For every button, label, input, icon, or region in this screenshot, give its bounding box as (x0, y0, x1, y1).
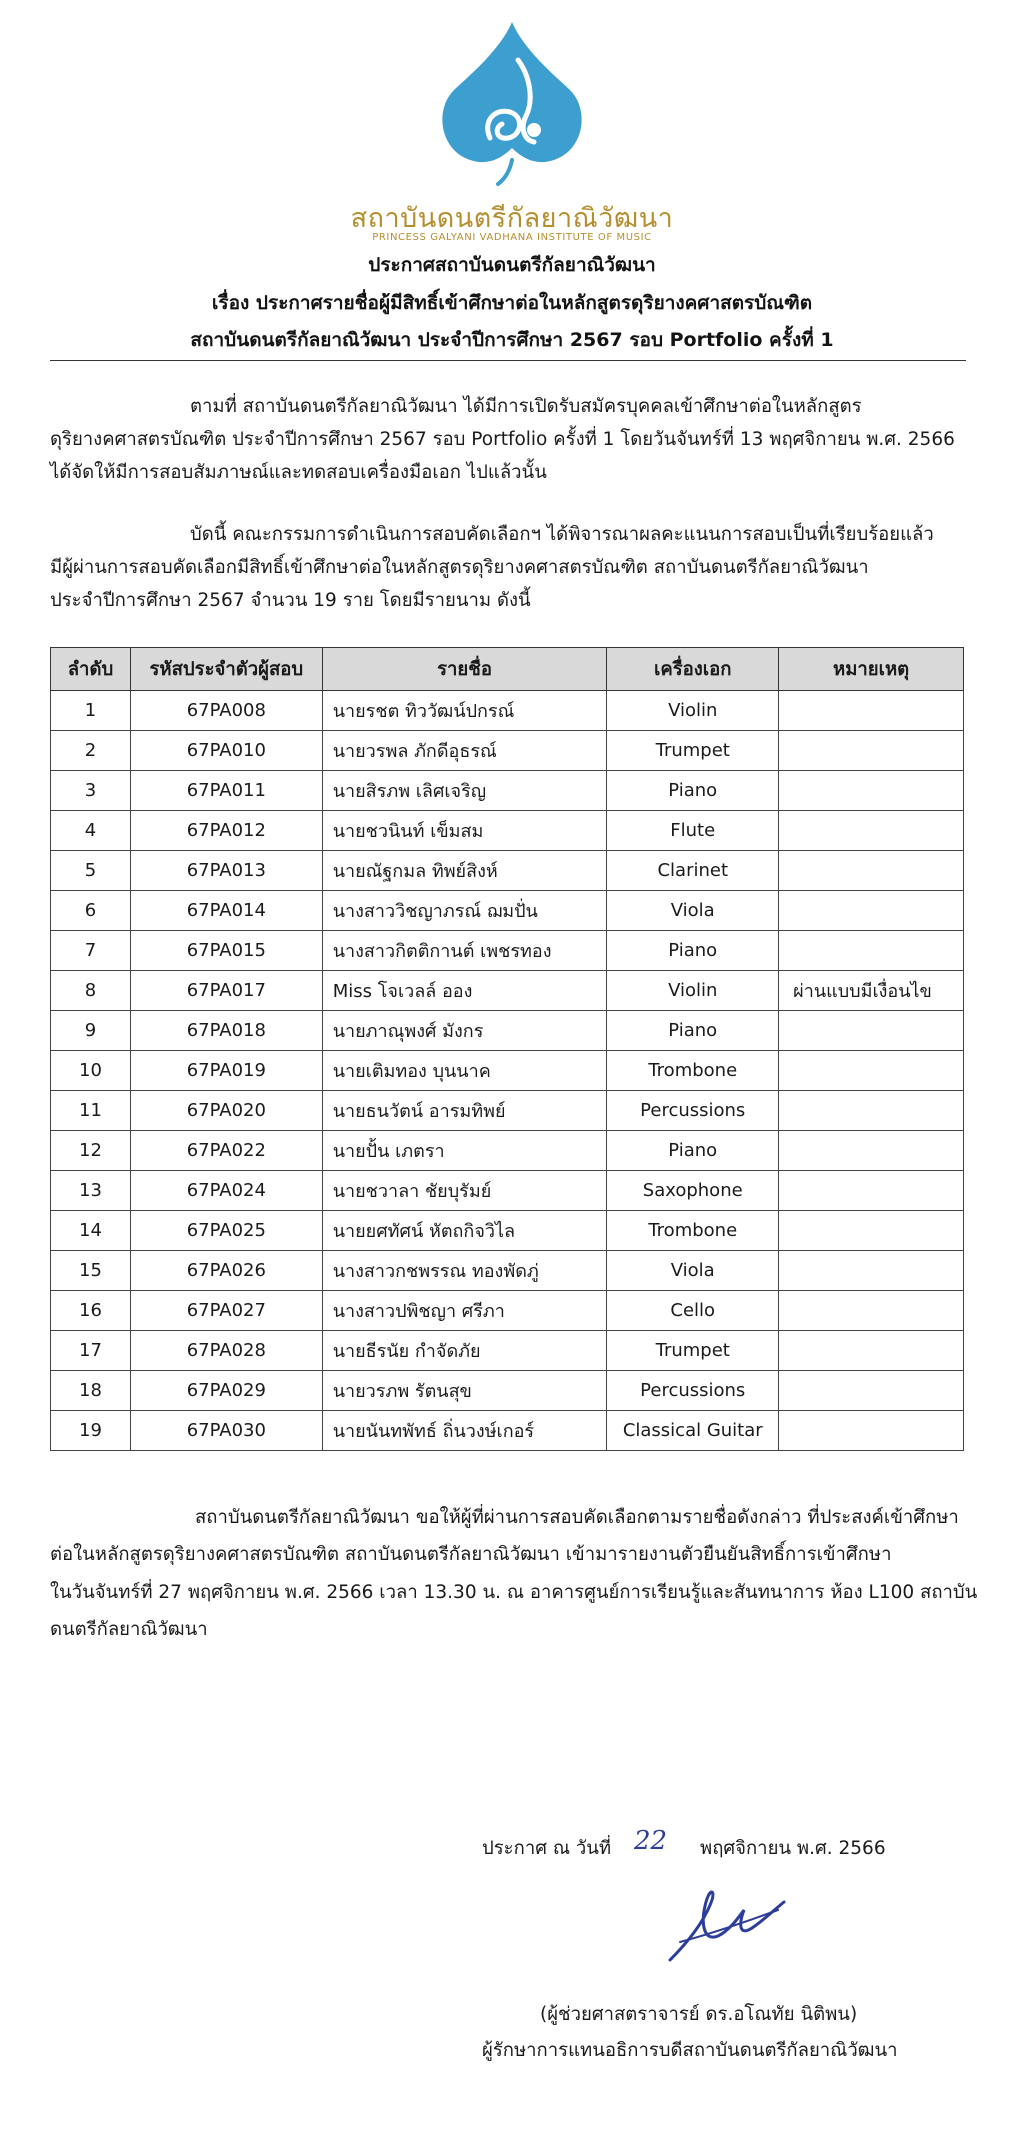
cell-applicant-id: 67PA019 (130, 1051, 322, 1091)
cell-instrument: Piano (607, 1011, 779, 1051)
cell-remark (779, 691, 964, 731)
cell-order: 14 (51, 1211, 131, 1251)
table-row (51, 1131, 964, 1171)
cell-name: นางสาววิชญาภรณ์ ฌมปั่น (322, 891, 607, 931)
cell-name: นายธนวัตน์ อารมทิพย์ (322, 1091, 607, 1131)
music-note-lotus-logo-icon (430, 20, 594, 188)
cell-remark (779, 731, 964, 771)
cell-applicant-id: 67PA028 (130, 1331, 322, 1371)
table-row (51, 691, 964, 731)
cell-applicant-id: 67PA012 (130, 811, 322, 851)
signer-name: (ผู้ช่วยศาสตราจารย์ ดร.อโณทัย นิติพน) (540, 2004, 858, 2025)
cell-remark (779, 771, 964, 811)
cell-order: 7 (51, 931, 131, 971)
institute-name-thai: สถาบันดนตรีกัลยาณิวัฒนา (350, 203, 674, 234)
cell-remark (779, 931, 964, 971)
closing-line-4: ดนตรีกัลยาณิวัฒนา (50, 1619, 208, 1640)
cell-remark (779, 1131, 964, 1171)
intro-paragraph-2 (50, 518, 966, 617)
announcement-subject-line2: สถาบันดนตรีกัลยาณิวัฒนา ประจำปีการศึกษา 2567 รอบ Portfolio ครั้งที่ 1 (190, 329, 834, 351)
cell-remark (779, 851, 964, 891)
cell-instrument: Piano (607, 771, 779, 811)
table-row (51, 851, 964, 891)
cell-name: นายณัฐกมล ทิพย์สิงห์ (322, 851, 607, 891)
table-row (51, 1331, 964, 1371)
closing-line-3: ในวันจันทร์ที่ 27 พฤศจิกายน พ.ศ. 2566 เวลา 13.30 น. ณ อาคารศูนย์การเรียนรู้และสันทนาการ ห้อง L100 สถาบัน (50, 1582, 978, 1603)
cell-order: 17 (51, 1331, 131, 1371)
cell-applicant-id: 67PA022 (130, 1131, 322, 1171)
header-name: รายชื่อ (322, 648, 607, 691)
cell-instrument: Trombone (607, 1211, 779, 1251)
table-row (51, 1171, 964, 1211)
intro-p2-line1: บัดนี้ คณะกรรมการดำเนินการสอบคัดเลือกฯ ได้พิจารณาผลคะแนนการสอบเป็นที่เรียบร้อยแล้ว (190, 524, 934, 545)
table-row (51, 1051, 964, 1091)
cell-applicant-id: 67PA015 (130, 931, 322, 971)
cell-order: 1 (51, 691, 131, 731)
announce-date-prefix: ประกาศ ณ วันที่ (482, 1838, 612, 1859)
table-row (51, 1371, 964, 1411)
cell-name: นางสาวกชพรรณ ทองพัดภู่ (322, 1251, 607, 1291)
cell-remark (779, 811, 964, 851)
cell-name: นายนันทพัทธ์ ถิ่นวงษ์เกอร์ (322, 1411, 607, 1451)
cell-order: 5 (51, 851, 131, 891)
cell-name: นายวรพล ภักดีอุธรณ์ (322, 731, 607, 771)
cell-instrument: Violin (607, 691, 779, 731)
cell-remark (779, 1411, 964, 1451)
cell-applicant-id: 67PA008 (130, 691, 322, 731)
cell-applicant-id: 67PA010 (130, 731, 322, 771)
announce-month-year: พฤศจิกายน พ.ศ. 2566 (700, 1838, 886, 1859)
cell-remark (779, 1211, 964, 1251)
cell-remark: ผ่านแบบมีเงื่อนไข (779, 971, 964, 1011)
table-row (51, 1011, 964, 1051)
header-remark: หมายเหตุ (779, 648, 964, 691)
intro-p1-line2: ดุริยางคศาสตรบัณฑิต ประจำปีการศึกษา 2567 รอบ Portfolio ครั้งที่ 1 โดยวันจันทร์ที่ 13 พฤศจิกายน พ.ศ. 2566 (50, 429, 955, 450)
signer-title: ผู้รักษาการแทนอธิการบดีสถาบันดนตรีกัลยาณิวัฒนา (482, 2040, 898, 2061)
cell-remark (779, 1051, 964, 1091)
cell-name: นายรชต ทิววัฒน์ปกรณ์ (322, 691, 607, 731)
cell-instrument: Piano (607, 931, 779, 971)
cell-order: 9 (51, 1011, 131, 1051)
cell-remark (779, 1371, 964, 1411)
cell-name: นายธีรนัย กำจัดภัย (322, 1331, 607, 1371)
cell-instrument: Flute (607, 811, 779, 851)
cell-order: 2 (51, 731, 131, 771)
cell-order: 18 (51, 1371, 131, 1411)
table-row (51, 811, 964, 851)
cell-applicant-id: 67PA018 (130, 1011, 322, 1051)
intro-p2-line2: มีผู้ผ่านการสอบคัดเลือกมีสิทธิ์เข้าศึกษาต่อในหลักสูตรดุริยางคศาสตรบัณฑิต สถาบันดนตรีกัลยาณิวัฒนา (50, 557, 869, 578)
table-row (51, 771, 964, 811)
cell-instrument: Clarinet (607, 851, 779, 891)
cell-instrument: Percussions (607, 1091, 779, 1131)
cell-order: 6 (51, 891, 131, 931)
cell-name: นายภาณุพงศ์ มังกร (322, 1011, 607, 1051)
cell-instrument: Saxophone (607, 1171, 779, 1211)
cell-remark (779, 1251, 964, 1291)
table-row (51, 1091, 964, 1131)
cell-instrument: Classical Guitar (607, 1411, 779, 1451)
announcement-subject: เรื่อง ประกาศรายชื่อผู้มีสิทธิ์เข้าศึกษาต่อในหลักสูตรดุริยางคศาสตรบัณฑิต (211, 292, 813, 314)
cell-name: นายปั้น เภตรา (322, 1131, 607, 1171)
cell-name: Miss โจเวลล์ ออง (322, 971, 607, 1011)
cell-order: 11 (51, 1091, 131, 1131)
cell-instrument: Trumpet (607, 1331, 779, 1371)
cell-name: นายชวาลา ชัยบุรัมย์ (322, 1171, 607, 1211)
cell-order: 4 (51, 811, 131, 851)
table-row (51, 971, 964, 1011)
signature-icon (660, 1880, 790, 1970)
closing-line-1: สถาบันดนตรีกัลยาณิวัฒนา ขอให้ผู้ที่ผ่านการสอบคัดเลือกตามรายชื่อดังกล่าว ที่ประสงค์เข้าศึกษา (195, 1507, 959, 1528)
table-row (51, 731, 964, 771)
cell-applicant-id: 67PA011 (130, 771, 322, 811)
cell-order: 19 (51, 1411, 131, 1451)
table-row (51, 931, 964, 971)
cell-applicant-id: 67PA027 (130, 1291, 322, 1331)
header-applicant-id: รหัสประจำตัวผู้สอบ (130, 648, 322, 691)
announcement-title: ประกาศสถาบันดนตรีกัลยาณิวัฒนา (368, 254, 656, 276)
cell-order: 3 (51, 771, 131, 811)
cell-order: 12 (51, 1131, 131, 1171)
table-row (51, 1251, 964, 1291)
header-order: ลำดับ (51, 648, 131, 691)
table-row (51, 891, 964, 931)
cell-remark (779, 891, 964, 931)
cell-order: 10 (51, 1051, 131, 1091)
cell-applicant-id: 67PA020 (130, 1091, 322, 1131)
cell-name: นางสาวปพิชญา ศรีภา (322, 1291, 607, 1331)
cell-applicant-id: 67PA017 (130, 971, 322, 1011)
closing-line-2: ต่อในหลักสูตรดุริยางคศาสตรบัณฑิต สถาบันดนตรีกัลยาณิวัฒนา เข้ามารายงานตัวยืนยันสิทธิ์การเข้าศึกษา (50, 1544, 892, 1565)
cell-order: 13 (51, 1171, 131, 1211)
cell-name: นายยศทัศน์ หัตถกิจวิไล (322, 1211, 607, 1251)
institute-name-english: PRINCESS GALYANI VADHANA INSTITUTE OF MUSIC (372, 232, 652, 243)
cell-remark (779, 1331, 964, 1371)
cell-name: นายสิรภพ เลิศเจริญ (322, 771, 607, 811)
cell-name: นายเติมทอง บุนนาค (322, 1051, 607, 1091)
table-row (51, 1211, 964, 1251)
cell-order: 8 (51, 971, 131, 1011)
cell-name: นางสาวกิตติกานต์ เพชรทอง (322, 931, 607, 971)
cell-name: นายชวนินท์ เข็มสม (322, 811, 607, 851)
header-divider (50, 360, 966, 361)
cell-instrument: Viola (607, 1251, 779, 1291)
cell-instrument: Trumpet (607, 731, 779, 771)
cell-instrument: Piano (607, 1131, 779, 1171)
cell-applicant-id: 67PA014 (130, 891, 322, 931)
cell-instrument: Cello (607, 1291, 779, 1331)
cell-applicant-id: 67PA030 (130, 1411, 322, 1451)
header-instrument: เครื่องเอก (607, 648, 779, 691)
cell-instrument: Trombone (607, 1051, 779, 1091)
cell-instrument: Viola (607, 891, 779, 931)
cell-applicant-id: 67PA029 (130, 1371, 322, 1411)
table-header-row (51, 648, 964, 691)
cell-instrument: Violin (607, 971, 779, 1011)
cell-order: 16 (51, 1291, 131, 1331)
cell-remark (779, 1171, 964, 1211)
cell-applicant-id: 67PA025 (130, 1211, 322, 1251)
cell-applicant-id: 67PA013 (130, 851, 322, 891)
announce-day-handwritten: 22 (634, 1826, 668, 1856)
cell-applicant-id: 67PA024 (130, 1171, 322, 1211)
intro-paragraph-1 (50, 390, 966, 489)
institute-logo (430, 20, 594, 188)
cell-remark (779, 1291, 964, 1331)
cell-name: นายวรภพ รัตนสุข (322, 1371, 607, 1411)
cell-order: 15 (51, 1251, 131, 1291)
cell-instrument: Percussions (607, 1371, 779, 1411)
cell-remark (779, 1011, 964, 1051)
table-row (51, 1291, 964, 1331)
results-table (50, 647, 964, 1451)
intro-p1-line1: ตามที่ สถาบันดนตรีกัลยาณิวัฒนา ได้มีการเปิดรับสมัครบุคคลเข้าศึกษาต่อในหลักสูตร (190, 396, 862, 417)
intro-p1-line3: ได้จัดให้มีการสอบสัมภาษณ์และทดสอบเครื่องมือเอก ไปแล้วนั้น (50, 462, 547, 483)
table-row (51, 1411, 964, 1451)
intro-p2-line3: ประจำปีการศึกษา 2567 จำนวน 19 ราย โดยมีรายนาม ดังนี้ (50, 590, 531, 611)
cell-applicant-id: 67PA026 (130, 1251, 322, 1291)
cell-remark (779, 1091, 964, 1131)
